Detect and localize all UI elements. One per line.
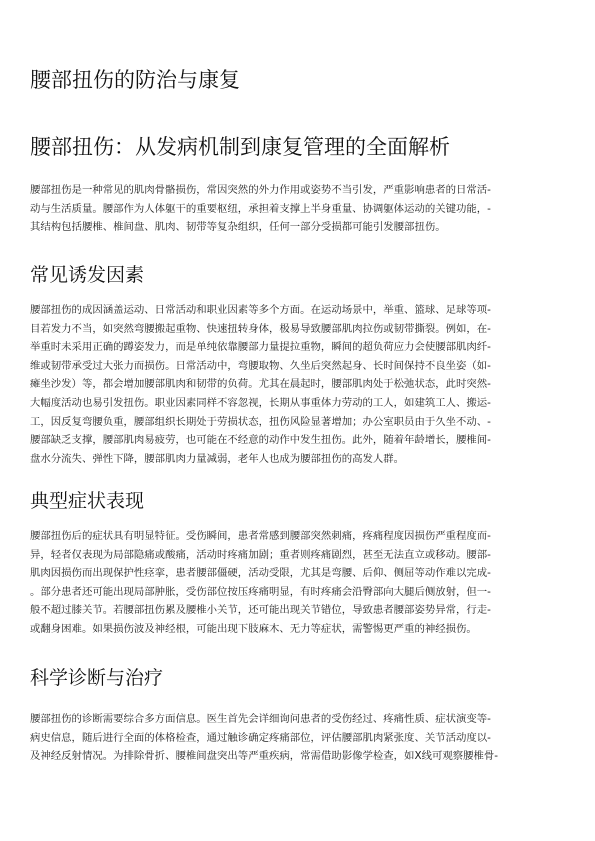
paragraph-line: 目若发力不当，如突然弯腰搬起重物、快速扭转身体，极易导致腰部肌肉拉伤或韧带撕裂。例如，在- — [30, 322, 491, 335]
symptoms-paragraph — [30, 527, 565, 639]
paragraph-line: 大幅度活动也易引发扭伤。职业因素同样不容忽视，长期从事重体力劳动的工人，如建筑工人、搬运- — [30, 396, 491, 409]
paragraph-line: 动与生活质量。腰部作为人体躯干的重要枢纽，承担着支撑上半身重量、协调躯体运动的关键功能，- — [30, 202, 491, 215]
paragraph-line: 盘水分流失、弹性下降，腰部肌肉力量减弱，老年人也成为腰部扭伤的高发人群。 — [30, 452, 405, 465]
diagnosis-paragraph — [30, 710, 565, 766]
paragraph-line: 工，因反复弯腰负重，腰部组织长期处于劳损状态，扭伤风险显著增加；办公室职员由于久坐不动、- — [30, 415, 491, 428]
main-heading: 腰部扭伤：从发病机制到康复管理的全面解析 — [30, 135, 450, 159]
paragraph-line: 腰部缺乏支撑，腰部肌肉易疲劳，也可能在不经意的动作中发生扭伤。此外，随着年龄增长，腰椎间- — [30, 434, 491, 447]
paragraph-line: 其结构包括腰椎、椎间盘、肌肉、韧带等复杂组织，任何一部分受损都可能引发腰部扭伤。 — [30, 221, 446, 234]
paragraph-line: 腰部扭伤的诊断需要综合多方面信息。医生首先会详细询问患者的受伤经过、疼痛性质、症状演变等- — [30, 713, 491, 725]
paragraph-line: 。部分患者还可能出现局部肿胀，受伤部位按压疼痛明显，有时疼痛会沿臀部向大腿后侧放射，但一- — [30, 585, 491, 598]
paragraph-line: 维或韧带承受过大张力而损伤。日常活动中，弯腰取物、久坐后突然起身、长时间保持不良坐姿（如- — [30, 359, 491, 372]
paragraph-line: 或翻身困难。如果损伤波及神经根，可能出现下肢麻木、无力等症状，需警惕更严重的神经损伤。 — [30, 622, 477, 635]
paragraph-line: 异，轻者仅表现为局部隐痛或酸痛，活动时疼痛加剧；重者则疼痛剧烈，甚至无法直立或移动。腰部- — [30, 548, 491, 561]
paragraph-line: 举重时未采用正确的蹲姿发力，而是单纯依靠腰部力量提拉重物，瞬间的超负荷应力会使腰部肌肉纤- — [30, 341, 491, 354]
intro-paragraph — [30, 181, 565, 237]
document-title: 腰部扭伤的防治与康复 — [30, 68, 240, 92]
paragraph-line: 肌肉因损伤而出现保护性痉挛，患者腰部僵硬，活动受限，尤其是弯腰、后仰、侧屈等动作难以完成- — [30, 567, 491, 580]
causes-paragraph — [30, 301, 565, 468]
section-heading-symptoms: 典型症状表现 — [30, 490, 145, 512]
paragraph-line: 腰部扭伤是一种常见的肌肉骨骼损伤，常因突然的外力作用或姿势不当引发，严重影响患者的日常活- — [30, 184, 491, 196]
paragraph-line: 瘫坐沙发）等，都会增加腰部肌肉和韧带的负荷。尤其在晨起时，腰部肌肉处于松弛状态，此时突然- — [30, 378, 491, 391]
section-heading-diagnosis: 科学诊断与治疗 — [30, 667, 164, 689]
paragraph-line: 病史信息，随后进行全面的体格检查，通过触诊确定疼痛部位，评估腰部肌肉紧张度、关节活动度以- — [30, 731, 491, 744]
paragraph-line: 腰部扭伤后的症状具有明显特征。受伤瞬间，患者常感到腰部突然刺痛，疼痛程度因损伤严重程度而- — [30, 530, 491, 542]
paragraph-line: 般不超过膝关节。若腰部扭伤累及腰椎小关节，还可能出现关节错位，导致患者腰部姿势异常，行走- — [30, 604, 491, 617]
section-heading-causes: 常见诱发因素 — [30, 264, 145, 286]
paragraph-line: 及神经反射情况。为排除骨折、腰椎间盘突出等严重疾病，常需借助影像学检查，如X线可观察腰椎骨- — [30, 750, 499, 763]
paragraph-line: 腰部扭伤的成因涵盖运动、日常活动和职业因素等多个方面。在运动场景中，举重、篮球、足球等项- — [30, 304, 491, 316]
